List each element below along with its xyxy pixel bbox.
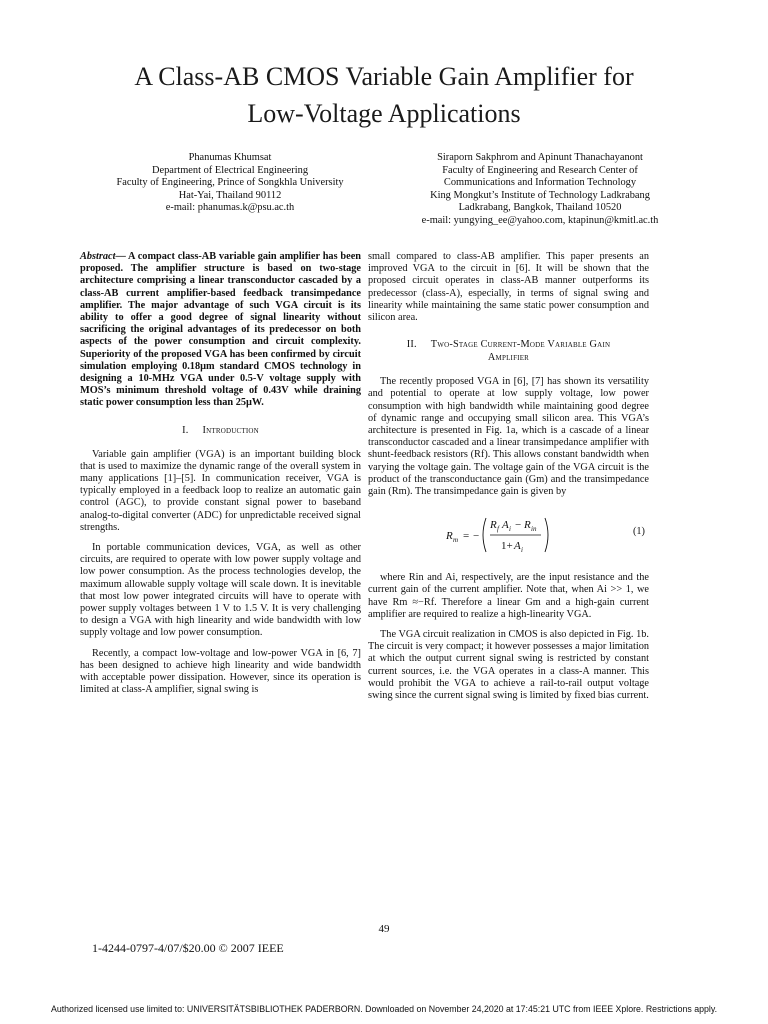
svg-text:1+: 1+ [501, 540, 513, 553]
svg-text:i: i [521, 546, 523, 555]
abstract [80, 251, 361, 410]
title-line-2: Low-Voltage Applications [247, 99, 521, 128]
svg-text:−: − [515, 519, 522, 532]
author-name: Siraporn Sakphrom and Apinunt Thanachayanont [437, 152, 643, 163]
author-faculty: Faculty of Engineering and Research Center of [442, 164, 638, 176]
abstract-text: — A compact class-AB variable gain amplifier has been proposed. The amplifier structure is based on two-stage architecture comprising a linear transconductor cascaded by a class-AB current amplifier-based feedback transimpedance amplifier. The major advantage of such VGA circuit is its ability to offer a good degree of signal linearity without sacrificing the original advantages of its predecessor on both aspects of the power consumption and circuit complexity. Superiority of the proposed VGA has been confirmed by circuit simulation employing 0.18µm standard CMOS technology in designing a 10-MHz VGA under 0.5-V voltage supply with MOS’s minimum threshold voltage of 0.43V while draining static power consumption less than 25µW. [80, 251, 361, 409]
svg-text:in: in [531, 525, 537, 534]
section-heading-introduction [80, 424, 361, 437]
transimpedance-equation [446, 508, 566, 562]
abstract-label: Abstract [80, 251, 116, 262]
paragraph: In portable communication devices, VGA, as well as other circuits, are required to operate with low power supply voltage and low power consumption. As the process technologies develop, the maximum allowable supply voltage will scale down. It is inevitable that most low power integrated circuits will have to operate with power supply voltages between 1 V to 1.5 V. It is very challenging to design a VGA with high linearity and wide bandwidth with low supply voltage and low power consumption. [80, 542, 361, 639]
svg-text:−: − [473, 530, 480, 543]
author-institute: King Mongkut’s Institute of Technology Ladkrabang [430, 189, 650, 201]
svg-text:i: i [509, 525, 511, 534]
svg-text:m: m [453, 536, 459, 545]
section-heading-two-stage [368, 338, 649, 364]
svg-text:A: A [514, 540, 521, 553]
copyright-footer: 1-4244-0797-4/07/$20.00 © 2007 IEEE [92, 941, 284, 955]
paragraph: Recently, a compact low-voltage and low-power VGA in [6, 7] has been designed to achieve high linearity and wide bandwidth with acceptable power dissipation. However, since its operation is limited at class-A amplifier, signal swing is [80, 647, 361, 696]
svg-text:A: A [502, 519, 509, 532]
title-line-1: A Class-AB CMOS Variable Gain Amplifier for [134, 62, 634, 91]
left-column [80, 251, 361, 705]
author-address: Ladkrabang, Bangkok, Thailand 10520 [458, 202, 622, 214]
author-block-left [60, 152, 400, 215]
svg-text:R: R [524, 519, 531, 532]
svg-text:f: f [497, 525, 499, 534]
paragraph: where Rin and Ai, respectively, are the input resistance and the current gain of the current amplifier. Note that, when Ai >> 1, we have Rm ≈−Rf. Therefore a linear Gm and a high-gain current amplifier are required to realize a high-linearity VGA. [368, 572, 649, 620]
author-name: Phanumas Khumsat [188, 152, 272, 163]
section-number: I. [182, 424, 189, 436]
svg-text:=: = [463, 530, 470, 543]
author-email: e-mail: yungying_ee@yahoo.com, ktapinun@kmitl.ac.th [421, 214, 659, 226]
paragraph: small compared to class-AB amplifier. This paper presents an improved VGA to the circuit in [6]. It will be shown that the proposed circuit operates in class-AB manner outperforms its predecessor (class-A), especially, in terms of signal swing and linearity while maintaining the same static power consumption and silicon area. [368, 251, 649, 324]
paragraph: The recently proposed VGA in [6], [7] has shown its versatility and potential to operate at low supply voltage, low power consumption with high bandwidth while maintaining good degree of dynamic range and occupying small silicon area. This VGA’s architecture is presented in Fig. 1a, which is a cascade of a linear transconductor cascaded and a linear transimpedance amplifier with shunt-feedback resistors (Rf). This allows constant bandwidth when varying the voltage gain. The voltage gain of the VGA circuit is the product of the transconductance gain (Gm) and the transimpedance gain (Rm). The transimpedance gain is given by [368, 376, 649, 498]
author-address: Hat-Yai, Thailand 90112 [178, 189, 282, 201]
author-faculty: Faculty of Engineering, Prince of Songkhla University [116, 177, 344, 189]
section-title-line-1: Two-Stage Current-Mode Variable Gain [430, 339, 611, 351]
author-block-right [380, 152, 700, 228]
author-center: Communications and Information Technology [443, 177, 637, 189]
author-department: Department of Electrical Engineering [151, 164, 309, 176]
equation-number: (1) [632, 526, 645, 538]
equation-1 [368, 506, 649, 564]
section-title-line-2: Amplifier [487, 352, 530, 364]
license-notice: Authorized licensed use limited to: UNIVERSITÄTSBIBLIOTHEK PADERBORN. Downloaded on November 24,2020 at 17:45:21 UTC from IEEE Xplore. Restrictions apply. [50, 1004, 718, 1014]
author-email: e-mail: phanumas.k@psu.ac.th [165, 202, 295, 214]
page-number: 49 [378, 923, 390, 935]
svg-text:R: R [446, 530, 453, 543]
svg-text:R: R [490, 519, 497, 532]
section-number: II. [406, 339, 417, 351]
paragraph: The VGA circuit realization in CMOS is also depicted in Fig. 1b. The circuit is very compact; it however possesses a major limitation at which the output current signal swing is restricted by constant current sources, i.e. the VGA operates in a class-A manner. This would prohibit the VGA to achieve a rail-to-rail output voltage swing since the current signal swing is limited by fixed bias current. [368, 629, 649, 702]
right-column [368, 251, 649, 710]
paper-title [60, 58, 708, 132]
paragraph: Variable gain amplifier (VGA) is an important building block that is used to maximize the dynamic range of the overall system in many applications [1]–[5]. In communication receiver, VGA is typically employed in a feedback loop to realize an automatic gain control (AGC), to provide constant signal power to baseband analog-to-digital converter (ADC) for unpredictable received signal strengths. [80, 448, 361, 533]
section-title: Introduction [202, 424, 259, 436]
